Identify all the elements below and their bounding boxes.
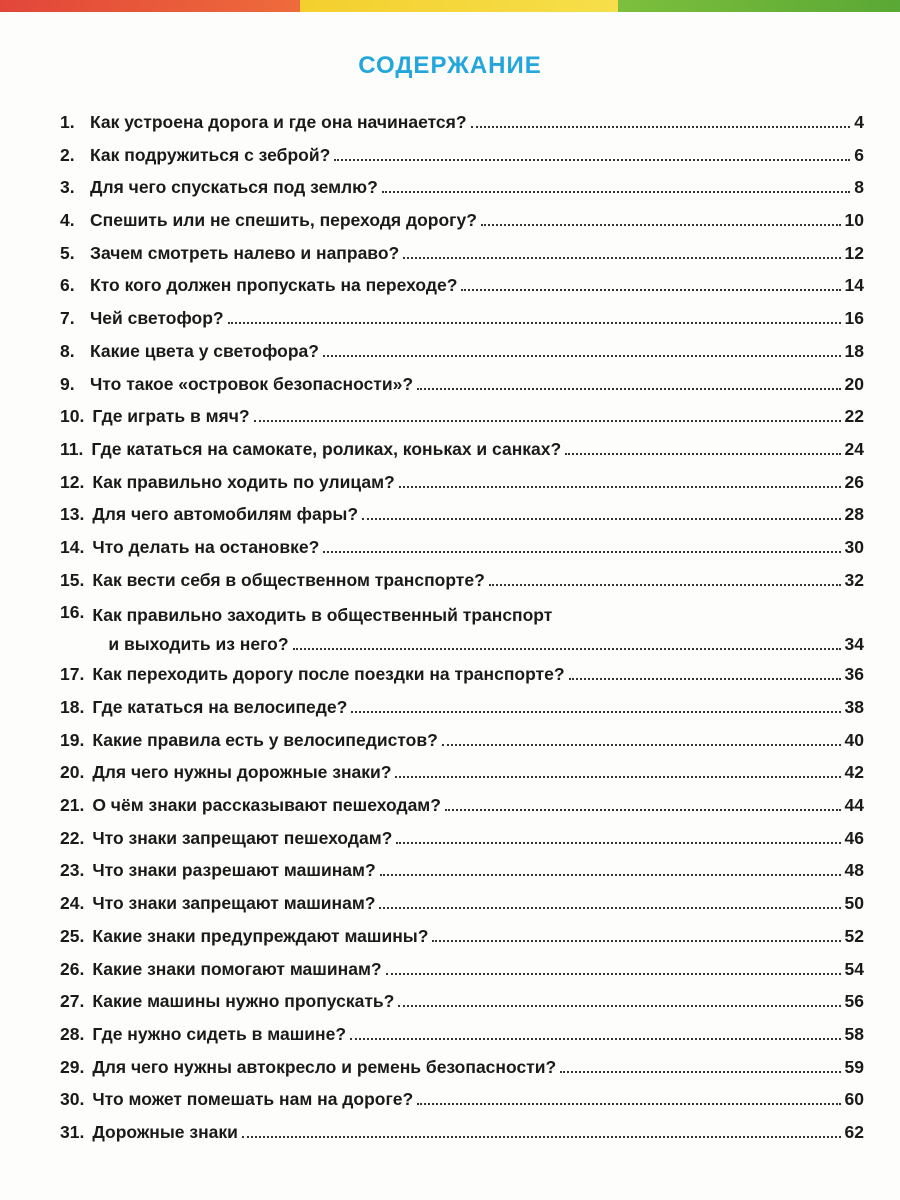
dot-leader: [380, 874, 841, 876]
strip-yellow: [300, 0, 618, 12]
toc-text: Как устроена дорога и где она начинается?: [90, 112, 467, 132]
toc-text: Как правильно ходить по улицам?: [92, 471, 395, 492]
toc-number: 23.: [60, 860, 85, 881]
toc-number: 4.: [60, 210, 75, 231]
toc-number: 11.: [60, 438, 84, 459]
dot-leader: [565, 453, 840, 455]
toc-text: и выходить из него?: [108, 634, 289, 655]
toc-page-number: 44: [844, 795, 864, 816]
toc-item: [60, 926, 864, 959]
toc-item: [60, 1057, 864, 1090]
dot-leader: [323, 551, 840, 553]
dot-leader: [242, 1136, 841, 1138]
toc-item: [60, 537, 864, 570]
toc-text: Зачем смотреть налево и направо?: [90, 242, 400, 263]
toc-page-number: 58: [844, 1023, 864, 1044]
dot-leader: [560, 1071, 840, 1073]
toc-text: Где кататься на велосипеде?: [92, 697, 348, 717]
toc-page-number: 28: [844, 504, 864, 525]
toc-item: [60, 1122, 864, 1155]
toc-text: Кто кого должен пропускать на переходе?: [90, 275, 458, 296]
toc-text: Для чего спускаться под землю?: [90, 177, 378, 198]
top-color-strip: [0, 0, 900, 12]
table-of-contents: [60, 112, 864, 1155]
toc-number: 9.: [60, 373, 75, 394]
toc-page-number: 46: [844, 827, 864, 848]
toc-page-number: 8: [854, 177, 864, 198]
toc-number: 20.: [60, 762, 85, 783]
toc-page-number: 59: [844, 1056, 864, 1077]
toc-page-number: 12: [844, 242, 864, 263]
toc-page-number: 34: [844, 634, 864, 655]
dot-leader: [293, 648, 841, 650]
toc-item: [60, 406, 864, 439]
toc-number: 31.: [60, 1121, 85, 1142]
toc-item: [60, 472, 864, 505]
page-title: СОДЕРЖАНИЕ: [358, 52, 542, 79]
dot-leader: [254, 420, 841, 422]
toc-item: [60, 145, 864, 178]
dot-leader: [471, 126, 851, 128]
toc-text: Что знаки запрещают пешеходам?: [92, 827, 393, 848]
toc-text: Чей светофор?: [90, 308, 224, 329]
dot-leader: [461, 289, 840, 291]
toc-page-number: 52: [844, 925, 864, 946]
toc-text: Какие знаки помогают машинам?: [92, 958, 382, 979]
toc-number: 21.: [60, 795, 85, 816]
toc-number: 30.: [60, 1089, 85, 1110]
toc-page-number: 4: [854, 112, 864, 132]
toc-text: Где нужно сидеть в машине?: [92, 1023, 347, 1044]
toc-page-number: 14: [844, 275, 864, 296]
dot-leader: [398, 1005, 840, 1007]
toc-page-number: 48: [844, 860, 864, 881]
dot-leader: [323, 355, 841, 357]
toc-number: 3.: [60, 177, 75, 198]
toc-page-number: 6: [854, 144, 864, 165]
toc-number: 18.: [60, 697, 85, 717]
toc-page-number: 50: [844, 893, 864, 914]
toc-item: [60, 570, 864, 603]
toc-item: [60, 991, 864, 1024]
toc-number: 15.: [60, 569, 85, 590]
toc-item: [60, 308, 864, 341]
toc-page-number: 20: [844, 373, 864, 394]
toc-number: 26.: [60, 958, 85, 979]
toc-item: [60, 374, 864, 407]
toc-page-number: 38: [844, 697, 864, 717]
toc-number: 10.: [60, 406, 85, 427]
toc-item: [60, 504, 864, 537]
toc-text: Где кататься на самокате, роликах, коньках и санках?: [91, 438, 562, 459]
toc-text-line1: Как правильно заходить в общественный транспорт: [92, 605, 553, 626]
toc-page-number: 30: [844, 536, 864, 557]
dot-leader: [481, 224, 841, 226]
toc-text: Спешить или не спешить, переходя дорогу?: [90, 210, 477, 231]
toc-page-number: 62: [844, 1121, 864, 1142]
toc-text: Какие правила есть у велосипедистов?: [92, 729, 438, 750]
dot-leader: [386, 973, 841, 975]
toc-text: Какие машины нужно пропускать?: [92, 991, 395, 1012]
toc-item: [60, 275, 864, 308]
toc-item: [60, 341, 864, 374]
dot-leader: [351, 711, 840, 713]
toc-number: 8.: [60, 340, 75, 361]
dot-leader: [350, 1038, 841, 1040]
strip-red: [0, 0, 300, 12]
dot-leader: [396, 842, 840, 844]
toc-item: [60, 439, 864, 472]
toc-item: [60, 243, 864, 276]
toc-number: 6.: [60, 275, 75, 296]
toc-text: Как вести себя в общественном транспорте?: [92, 569, 485, 590]
toc-item: [60, 893, 864, 926]
toc-number: 17.: [60, 664, 85, 685]
dot-leader: [379, 907, 840, 909]
toc-item: [60, 959, 864, 992]
dot-leader: [395, 776, 840, 778]
toc-page-number: 56: [844, 991, 864, 1012]
toc-text: Какие цвета у светофора?: [90, 340, 319, 361]
toc-page-number: 24: [844, 438, 864, 459]
toc-text: Для чего нужны дорожные знаки?: [92, 762, 392, 783]
toc-number: 7.: [60, 308, 75, 329]
toc-text: Что делать на остановке?: [92, 536, 320, 557]
toc-page-number: 36: [844, 664, 864, 685]
toc-number: 19.: [60, 729, 85, 750]
toc-item: [60, 860, 864, 893]
toc-page-number: 60: [844, 1089, 864, 1110]
toc-page-number: 54: [844, 958, 864, 979]
toc-number: 14.: [60, 536, 85, 557]
toc-item: [60, 828, 864, 861]
toc-page-number: 42: [844, 762, 864, 783]
dot-leader: [417, 388, 840, 390]
dot-leader: [399, 486, 841, 488]
dot-leader: [334, 159, 850, 161]
toc-item: [60, 112, 864, 145]
dot-leader: [417, 1103, 840, 1105]
toc-number: 25.: [60, 925, 85, 946]
toc-text: Что знаки запрещают машинам?: [92, 893, 376, 914]
toc-page-number: 26: [844, 471, 864, 492]
dot-leader: [489, 584, 841, 586]
toc-number: 24.: [60, 893, 85, 914]
toc-number: 2.: [60, 144, 75, 165]
toc-text: Что такое «островок безопасности»?: [90, 373, 414, 394]
toc-number: 22.: [60, 827, 85, 848]
toc-text: Что знаки разрешают машинам?: [92, 860, 376, 881]
toc-number: 12.: [60, 471, 85, 492]
strip-green: [618, 0, 900, 12]
toc-text: Как переходить дорогу после поездки на транспорте?: [92, 664, 565, 685]
toc-item: [60, 697, 864, 730]
toc-number: 5.: [60, 242, 75, 263]
dot-leader: [432, 940, 840, 942]
toc-item: [60, 1089, 864, 1122]
toc-number: 28.: [60, 1023, 85, 1044]
dot-leader: [382, 191, 850, 193]
toc-item: [60, 730, 864, 763]
toc-number: 16.: [60, 602, 85, 623]
dot-leader: [442, 744, 841, 746]
toc-page-number: 40: [844, 729, 864, 750]
toc-page-number: 22: [844, 406, 864, 427]
toc-text: Дорожные знаки: [92, 1121, 238, 1142]
toc-item: [60, 664, 864, 697]
toc-item: [60, 762, 864, 795]
toc-page-number: 18: [844, 340, 864, 361]
toc-page-number: 32: [844, 569, 864, 590]
dot-leader: [403, 257, 840, 259]
toc-item: [60, 177, 864, 210]
toc-item: [60, 210, 864, 243]
dot-leader: [569, 678, 841, 680]
toc-number: 13.: [60, 504, 85, 525]
toc-item: [60, 795, 864, 828]
toc-text: Какие знаки предупреждают машины?: [92, 925, 429, 946]
toc-page-number: 10: [844, 210, 864, 231]
dot-leader: [362, 518, 841, 520]
toc-text: Для чего автомобилям фары?: [92, 504, 359, 525]
toc-page-number: 16: [844, 308, 864, 329]
dot-leader: [228, 322, 841, 324]
toc-text: О чём знаки рассказывают пешеходам?: [92, 795, 441, 816]
toc-text: Как подружиться с зеброй?: [90, 144, 331, 165]
toc-item: [60, 1024, 864, 1057]
toc-text: Для чего нужны автокресло и ремень безопасности?: [92, 1056, 557, 1077]
toc-text: Где играть в мяч?: [92, 406, 250, 427]
dot-leader: [445, 809, 841, 811]
toc-number: 29.: [60, 1056, 85, 1077]
toc-item: [60, 602, 864, 664]
toc-number: 27.: [60, 991, 85, 1012]
toc-number: 1.: [60, 112, 75, 132]
toc-text: Что может помешать нам на дороге?: [92, 1089, 414, 1110]
